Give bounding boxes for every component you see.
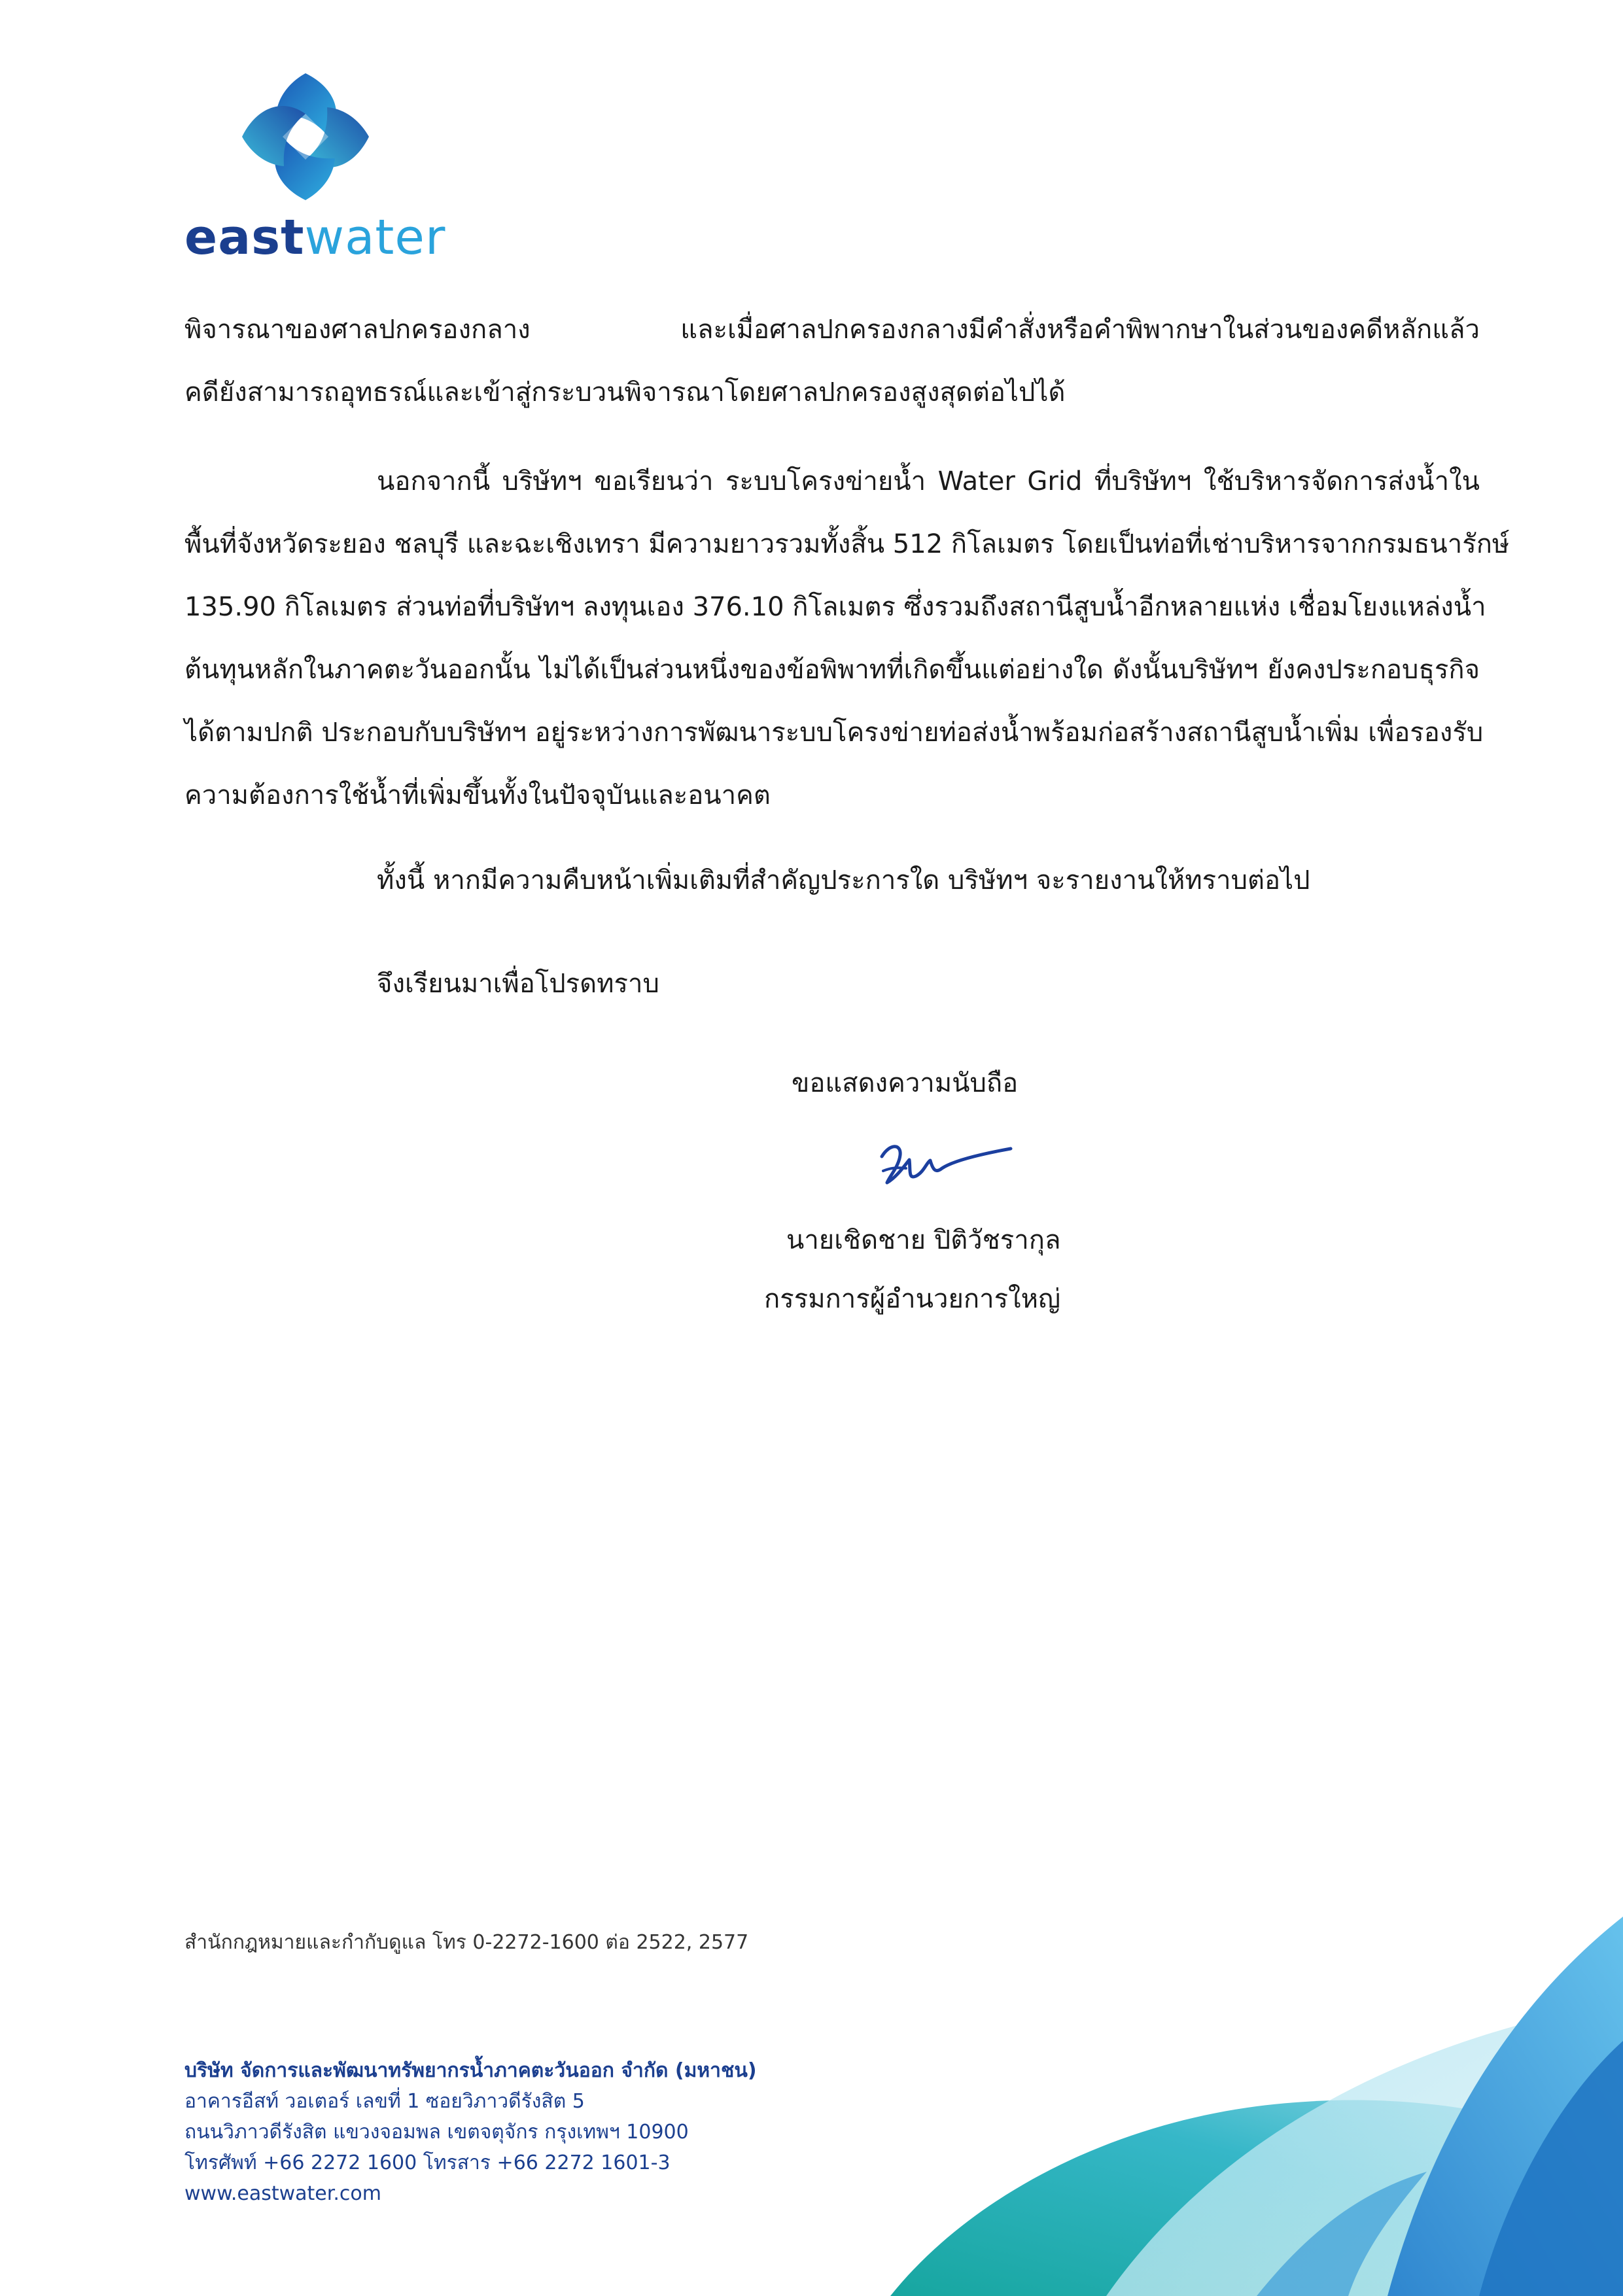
regards-line: ขอแสดงความนับถือ bbox=[792, 1068, 1019, 1098]
brand-east: east bbox=[184, 209, 305, 266]
paragraph-2-line-4: ต้นทุนหลักในภาคตะวันออกนั้น ไม่ได้เป็นส่วนหนึ่งของข้อพิพาทที่เกิดขึ้นแต่อย่างใด ดังนั้นบริษัทฯ ยังคงประกอบธุรกิจ bbox=[184, 655, 1480, 685]
paragraph-2-line-2: พื้นที่จังหวัดระยอง ชลบุรี และฉะเชิงเทรา มีความยาวรวมทั้งสิ้น 512 กิโลเมตร โดยเป็นท่อที่เช่าบริหารจากกรมธนารักษ์ bbox=[184, 529, 1510, 559]
company-footer bbox=[184, 2055, 757, 2209]
closing-line: จึงเรียนมาเพื่อโปรดทราบ bbox=[377, 969, 659, 999]
decorative-wave-graphic bbox=[890, 1890, 1623, 2296]
footer-company-name: บริษัท จัดการและพัฒนาทรัพยากรน้ำภาคตะวันออก จำกัด (มหาชน) bbox=[184, 2059, 757, 2082]
brand-water: water bbox=[304, 209, 446, 266]
handwritten-signature bbox=[870, 1130, 1021, 1196]
eastwater-logo bbox=[184, 68, 446, 277]
signer-title: กรรมการผู้อำนวยการใหญ่ bbox=[764, 1284, 1061, 1314]
footer-address-line-1: อาคารอีสท์ วอเตอร์ เลขที่ 1 ซอยวิภาวดีรังสิต 5 bbox=[184, 2090, 585, 2113]
footer-website-link[interactable]: www.eastwater.com bbox=[184, 2182, 381, 2205]
paragraph-2-line-3: 135.90 กิโลเมตร ส่วนท่อที่บริษัทฯ ลงทุนเอง 376.10 กิโลเมตร ซึ่งรวมถึงสถานีสูบน้ำอีกหลายแห่ง เชื่อมโยงแหล่งน้ำ bbox=[184, 592, 1486, 622]
footer-address-line-2: ถนนวิภาวดีรังสิต แขวงจอมพล เขตจตุจักร กรุงเทพฯ 10900 bbox=[184, 2121, 689, 2144]
paragraph-2-line-1: นอกจากนี้ บริษัทฯ ขอเรียนว่า ระบบโครงข่ายน้ำ Water Grid ที่บริษัทฯ ใช้บริหารจัดการส่งน้ำใน bbox=[377, 466, 1480, 496]
paragraph-1-line-2: คดียังสามารถอุทธรณ์และเข้าสู่กระบวนพิจารณาโดยศาลปกครองสูงสุดต่อไปได้ bbox=[184, 377, 1066, 408]
legal-department-contact: สำนักกฎหมายและกำกับดูแล โทร 0-2272-1600 ต่อ 2522, 2577 bbox=[184, 1931, 749, 1954]
paragraph-1-line-1: พิจารณาของศาลปกครองกลาง และเมื่อศาลปกครองกลางมีคำสั่งหรือคำพิพากษาในส่วนของคดีหลักแล้ว bbox=[184, 315, 1480, 345]
signer-name: นายเชิดชาย ปิติวัชรากุล bbox=[786, 1225, 1061, 1255]
paragraph-2-line-5: ได้ตามปกติ ประกอบกับบริษัทฯ อยู่ระหว่างการพัฒนาระบบโครงข่ายท่อส่งน้ำพร้อมก่อสร้างสถานีสูบน้ำเพิ่ม เพื่อรองรับ bbox=[184, 718, 1484, 748]
paragraph-3: ทั้งนี้ หากมีความคืบหน้าเพิ่มเติมที่สำคัญประการใด บริษัทฯ จะรายงานให้ทราบต่อไป bbox=[377, 865, 1310, 896]
paragraph-2-line-6: ความต้องการใช้น้ำที่เพิ่มขึ้นทั้งในปัจจุบันและอนาคต bbox=[184, 780, 771, 810]
eastwater-wordmark bbox=[184, 209, 446, 266]
footer-phone-fax: โทรศัพท์ +66 2272 1600 โทรสาร +66 2272 1601-3 bbox=[184, 2151, 671, 2174]
eastwater-logo-mark-icon bbox=[237, 68, 374, 205]
